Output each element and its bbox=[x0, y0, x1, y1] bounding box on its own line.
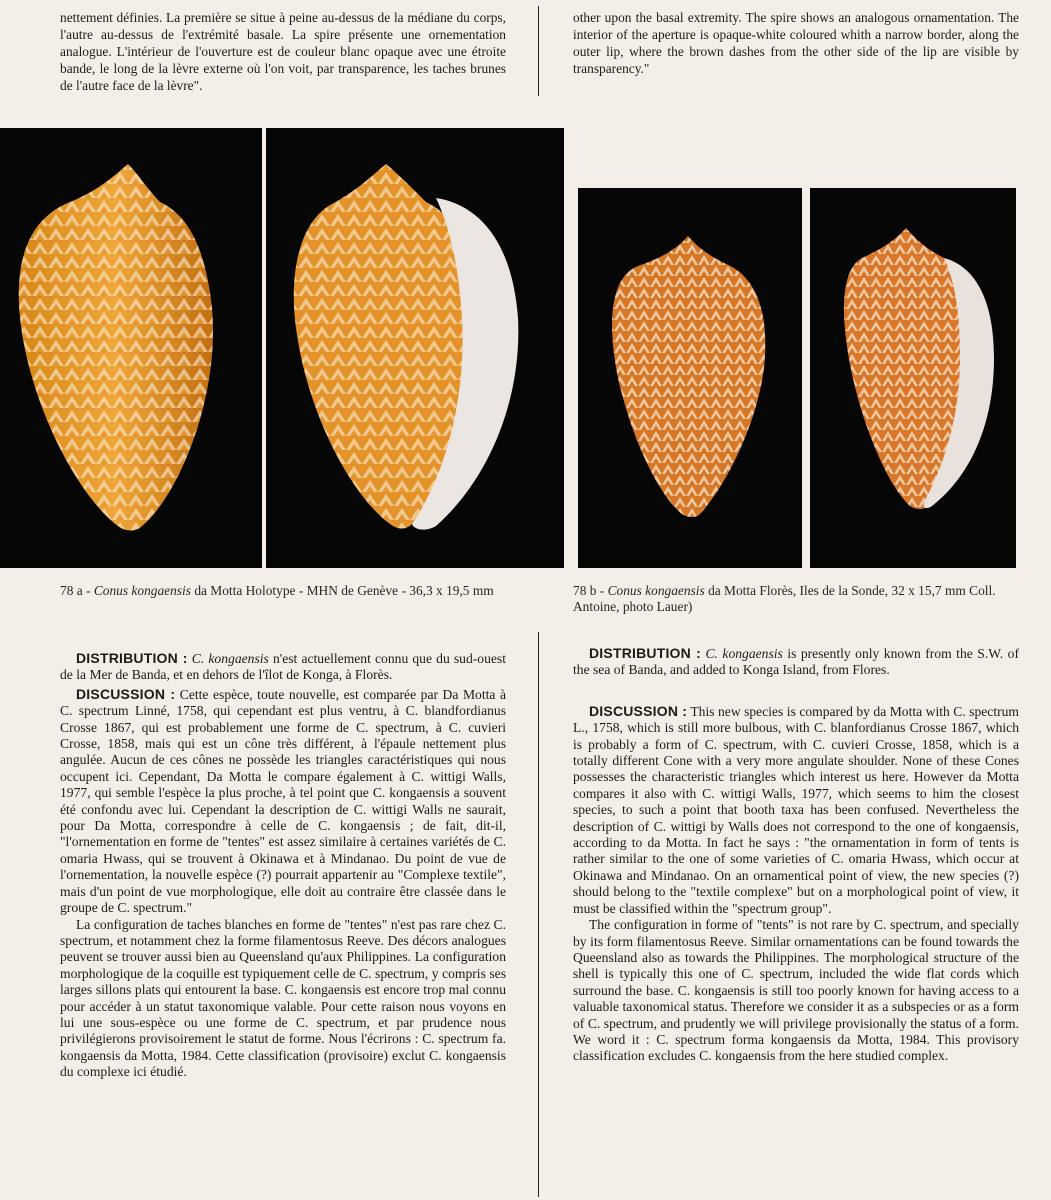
column-divider-bottom bbox=[538, 632, 539, 1197]
caption-78b: 78 b - Conus kongaensis da Motta Florès, Iles de la Sonde, 32 x 15,7 mm Coll. Antoine, photo Lauer) bbox=[573, 583, 996, 614]
cone-shell-front-image bbox=[0, 128, 262, 568]
top-right-paragraph: other upon the basal extremity. The spire shows an analogous ornamentation. The interior of the aperture is opaque-white coloured whith a narrow border, along the outer lip, where the brown dashes from the other side of the lip are visible by transparency." bbox=[573, 10, 1019, 76]
caption-78a-species: Conus kongaensis bbox=[93, 583, 191, 598]
caption-78b-species: Conus kongaensis bbox=[607, 583, 705, 598]
discussion-en: DISCUSSION : This new species is compared by da Motta with C. spectrum L., 1758, which is still more bulbous, with C. blanfordianus Crosse 1867, which is probably a form of C. spectrum, with C. cuvieri Crosse, 1858, which is a totally different Cone with a very more angulate shoulder. None of these Cones possesses the characteristic triangles which interest us here. However da Motta compares it also with C. wittigi Walls, 1977, which seems to him the closest species, to such a point that booth taxa has been confused. Nevertheless the description of C. wittigi by Walls does not correspond to the one of kongaensis, according to da Motta. In fact he says : "the ornamentation in form of tents is rather similar to the one of some varieties of C. omaria Hwass, which occur at Okinawa and Mindanao. On an ornamentical point of view, the new species (?) should belong to the "textile complexe" but on a morphological point of view, it must be classified within the "spectrum group". bbox=[573, 702, 1020, 916]
cone-shell-aperture-image bbox=[266, 128, 564, 568]
top-left-paragraph: nettement définies. La première se situe à peine au-dessus de la médiane du corps, l'autre au-dessus de l'extrémité basale. La spire présente une ornementation analogue. L'intérieur de l'ouverture est de couleur blanc opaque avec une étroite bande, le long de la lèvre externe où l'on voit, par transparence, les taches brunes de l'autre face de la lèvre". bbox=[60, 10, 506, 93]
cone-shell-front-image-b bbox=[578, 188, 802, 568]
photo-78a-front bbox=[0, 128, 262, 568]
photo-78b-aperture bbox=[810, 188, 1016, 568]
distribution-fr: DISTRIBUTION : C. kongaensis n'est actuellement connu que du sud-ouest de la Mer de Banda, et en dehors de l'îlot de Konga, à Florès. bbox=[60, 650, 506, 683]
paragraph-fr-2: La configuration de taches blanches en forme de "tentes" n'est pas rare chez C. spectrum, et notamment chez la forme filamentosus Reeve. Des décors analogues peuvent se trouver aussi bien au Queensland qu'aux Philippines. La configuration morphologique de la coquille est typiquement celle de C. spectrum, y compris ses larges sillons plats qui entourent la base. C. kongaensis est encore trop mal connu pour accéder à un statut taxonomique valable. Pour cette raison nous voyons en lui une sous-espèce ou une forme de C. spectrum, et par prudence nous privilégierons provisoirement le statut de forme. Nous l'écrirons : C. spectrum fa. kongaensis da Motta, 1984. Cette classification (provisoire) exclut C. kongaensis du complexe ici étudié. bbox=[60, 916, 506, 1080]
discussion-fr: DISCUSSION : Cette espèce, toute nouvelle, est comparée par Da Motta à C. spectrum Linné, 1758, qui cependant est plus ventru, à C. blandfordianus Crosse 1867, qui est probablement une forme de C. spectrum, à C. cuvieri Crosse, 1858, mais qui est un cône très différent, à l'épaule nettement plus angulée. Aucun de ces cônes ne possède les triangles caractéristiques qui nous occupent ici. Cependant, Da Motta le compare également à C. wittigi Walls, 1977, qui semble l'espèce la plus proche, à tel point que C. kongaensis a souvent été confondu avec lui. Cependant la description de C. wittigi Walls ne saurait, pour Da Motta, correspondre à celle de C. kongaensis ; de fait, dit-il, "l'ornementation en forme de "tentes" est assez similaire à certaines variétés de C. omaria Hwass, qui se trouvent à Okinawa et à Mindanao. Du point de vue de l'ornementation, la nouvelle espèce (?) pourrait appartenir au "Complexe textile", mais d'un point de vue morphologique, elle doit au contraire être classée dans le groupe de C. spectrum." bbox=[60, 685, 506, 916]
cone-shell-aperture-image-b bbox=[810, 188, 1016, 568]
english-column bbox=[573, 645, 1019, 1065]
paragraph-en-2: The configuration in forme of "tents" is not rare by C. spectrum, and specially by its form filamentosus Reeve. Similar ornamentations can be found towards the Queensland also as towards the Philippines. The morphological structure of the shell is typically this one of C. spectrum, included the wide flat cords which surround the base. C. kongaensis is still too poorly known for having access to a valuable taxonomical status. Therefore we consider it as a subspecies or as a form of C. spectrum, and prudently we will privilege provisionally the status of a form. We word it : C. spectrum forma kongaensis da Motta, 1984. This provisory classification excludes C. kongaensis from the here studied complex. bbox=[573, 917, 1019, 1064]
photo-78a-aperture bbox=[266, 128, 564, 568]
french-column bbox=[60, 650, 506, 1081]
photo-78b-front bbox=[578, 188, 802, 568]
distribution-en: DISTRIBUTION : C. kongaensis is presently only known from the S.W. of the sea of Banda, and added to Konga Island, from Flores. bbox=[573, 645, 1019, 678]
caption-78a: 78 a - Conus kongaensis da Motta Holotype - MHN de Genève - 36,3 x 19,5 mm bbox=[60, 583, 494, 598]
column-divider-top bbox=[538, 6, 539, 96]
